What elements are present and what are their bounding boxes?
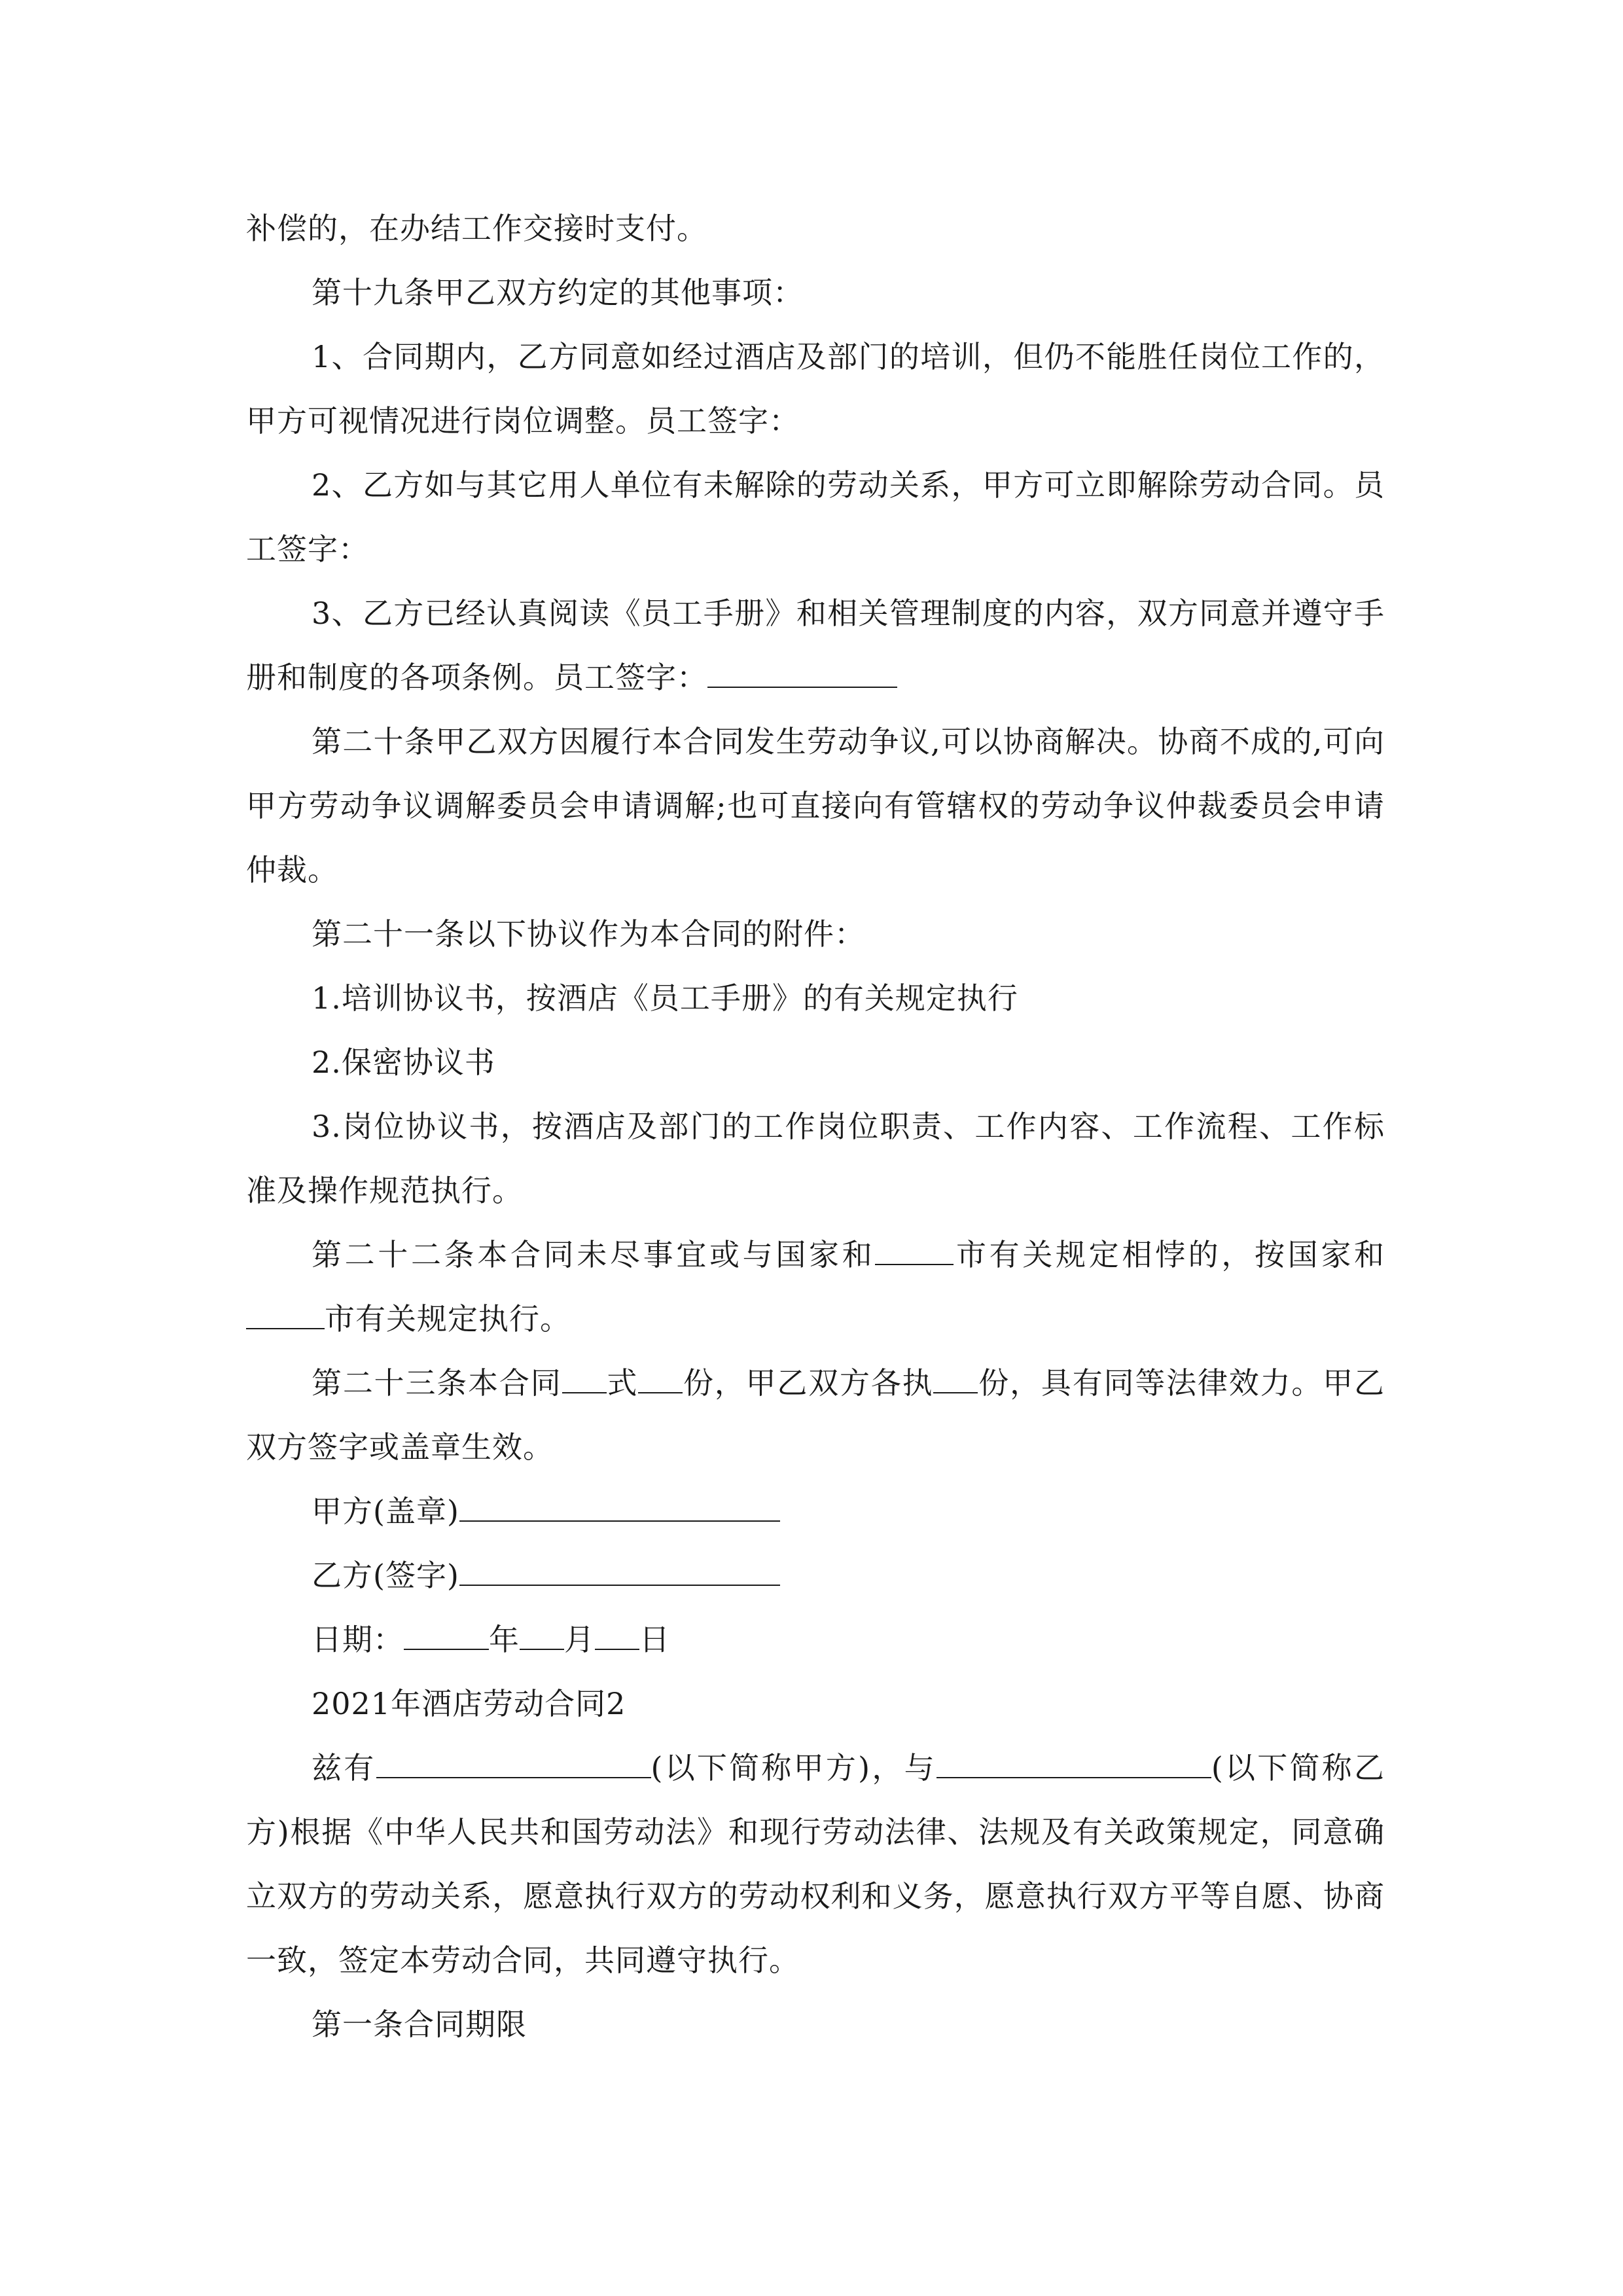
article-19-item-1: 1、合同期内，乙方同意如经过酒店及部门的培训，但仍不能胜任岗位工作的，甲方可视情况进行岗位调整。员工签字： [246,339,1385,439]
annex-item-2: 2.保密协议书 [312,1045,495,1080]
day-blank[interactable] [595,1623,639,1650]
employee-signature-blank[interactable] [707,660,897,688]
article-23-text-a: 第二十三条本合同 [312,1365,562,1401]
article-23-text-c: 份，甲乙双方各执 [683,1365,934,1401]
article-23-text-d: 份，具有同等法律效力。甲乙双方签字或盖章生效。 [246,1365,1385,1465]
contract-2-preamble [246,1736,1385,1992]
article-23 [246,1351,1385,1479]
article-20: 第二十条甲乙双方因履行本合同发生劳动争议,可以协商解决。协商不成的,可向甲方劳动争议调解委员会申请调解;也可直接向有管辖权的劳动争议仲裁委员会申请仲裁。 [246,724,1385,888]
month-blank[interactable] [520,1623,564,1650]
copies-style-blank[interactable] [562,1366,607,1393]
article-22-text-c: 市有关规定执行。 [325,1301,571,1336]
year-blank[interactable] [404,1623,489,1650]
year-label: 年 [489,1622,520,1657]
party-a-seal-line [246,1479,1385,1543]
party-b-sign-line [246,1543,1385,1607]
preamble-text-a: 兹有 [312,1750,376,1785]
article-22-text-a: 第二十二条本合同未尽事宜或与国家和 [312,1237,876,1272]
annex-item-3: 3.岗位协议书，按酒店及部门的工作岗位职责、工作内容、工作流程、工作标准及操作规范执行。 [246,1109,1385,1208]
copies-each-blank[interactable] [933,1366,978,1393]
party-b-name-blank[interactable] [936,1751,1211,1778]
article-23-text-b: 式 [606,1365,639,1401]
article-22-text-b: 市有关规定相悖的，按国家和 [954,1237,1385,1272]
party-a-seal-blank[interactable] [459,1494,780,1522]
party-a-name-blank[interactable] [376,1751,651,1778]
party-b-sign-blank[interactable] [459,1558,780,1586]
contract-2-title: 2021年酒店劳动合同2 [312,1686,626,1721]
article-19-item-3-text: 3、乙方已经认真阅读《员工手册》和相关管理制度的内容，双方同意并遵守手册和制度的各项条例。员工签字： [246,596,1385,695]
copies-count-blank[interactable] [638,1366,683,1393]
article-19-item-2: 2、乙方如与其它用人单位有未解除的劳动关系，甲方可立即解除劳动合同。员工签字： [246,467,1385,567]
preamble-text-b: (以下简称甲方)，与 [651,1750,936,1785]
article-22 [246,1223,1385,1351]
article-19-heading: 第十九条甲乙双方约定的其他事项： [312,275,804,310]
party-a-seal-label: 甲方(盖章) [312,1494,459,1529]
document-body [246,196,1385,2056]
day-label: 日 [639,1622,670,1657]
paragraph-compensation-end: 补偿的，在办结工作交接时支付。 [246,211,707,246]
article-1-heading: 第一条合同期限 [312,2007,527,2042]
party-b-sign-label: 乙方(签字) [312,1558,459,1593]
preamble-text-c: (以下简称乙方)根据《中华人民共和国劳动法》和现行劳动法律、法规及有关政策规定，同意确立双方的劳动关系，愿意执行双方的劳动权利和义务，愿意执行双方平等自愿、协商一致，签定本劳动合同，共同遵守执行。 [246,1750,1385,1978]
city-blank-2[interactable] [246,1302,325,1329]
annex-item-1: 1.培训协议书，按酒店《员工手册》的有关规定执行 [312,980,1018,1016]
month-label: 月 [564,1622,595,1657]
city-blank-1[interactable] [875,1238,954,1265]
date-line [246,1607,1385,1672]
article-21-heading: 第二十一条以下协议作为本合同的附件： [312,916,865,952]
article-19-item-3 [246,581,1385,709]
date-label: 日期： [312,1622,404,1657]
